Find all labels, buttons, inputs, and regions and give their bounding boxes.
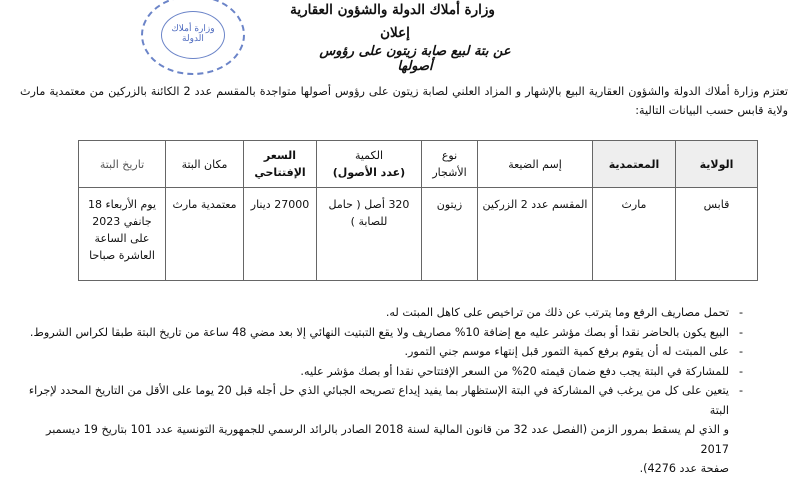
cell-tree-type: زيتون — [422, 188, 478, 281]
header-estate: إسم الضيعة — [478, 141, 593, 188]
notice-subject: عن بتة لبيع صابة زيتون على رؤوس أصولها — [319, 44, 511, 74]
cell-quantity: 320 أصل ( حامل للصابة ) — [317, 188, 422, 281]
stamp-center — [161, 11, 225, 59]
cell-date: يوم الأربعاء 18 جانفي 2023 على الساعة العاشرة صباحا — [79, 188, 166, 281]
condition-item-continued: صفحة عدد 4276). — [639, 462, 729, 475]
header-quantity — [317, 141, 422, 188]
header-quantity-label: الكمية — [354, 149, 384, 162]
conditions-list — [15, 303, 743, 479]
table-row — [79, 188, 758, 281]
official-stamp — [141, 0, 245, 75]
header-tree-type: نوع الأشجار — [422, 141, 478, 188]
condition-item: - على المبتت له أن يقوم برفع كمية التمور قبل إنتهاء موسم جني التمور. — [15, 342, 743, 362]
header-quantity-sub: (عدد الأصول) — [332, 166, 406, 179]
header-delegation: المعتمدية — [593, 141, 676, 188]
ministry-title: وزارة أملاك الدولة والشؤون العقارية — [290, 2, 495, 18]
header-location: مكان البتة — [166, 141, 244, 188]
notice-title: إعلان — [380, 25, 410, 41]
intro-paragraph: تعتزم وزارة أملاك الدولة والشؤون العقارية البيع بالإشهار و المزاد العلني لصابة زيتون على رؤوس أصولها متواجدة بالمقسم عدد 2 الكائنة بالزركين من معتمدية مارث ولاية قابس حسب البيانات التالية: — [20, 85, 788, 117]
condition-item: - للمشاركة في البتة يجب دفع ضمان قيمته 20% من السعر الإفتتاحي نقدا أو بصك مؤشر عليه. — [15, 362, 743, 382]
table-header-row — [79, 141, 758, 188]
header-price: السعر الإفتتاحي — [244, 141, 317, 188]
condition-item: - تحمل مصاريف الرفع وما يترتب عن ذلك من تراخيص على كاهل المبتت له. — [15, 303, 743, 323]
stamp-text: وزارة أملاك الدولة — [171, 24, 215, 44]
condition-item-continued: و الذي لم يسقط بمرور الزمن (الفصل عدد 32 من قانون المالية لسنة 2018 الصادر بالرائد الرسمي للجمهورية التونسية عدد 101 بتاريخ 19 ديسمبر 2017 — [46, 423, 729, 456]
cell-price: 27000 دينار — [244, 188, 317, 281]
auction-table — [78, 140, 758, 281]
condition-item: - يتعين على كل من يرغب في المشاركة في البتة الإستظهار بما يفيد إيداع تصريحه الجبائي الذي حل أجله قبل 20 يوما على الأقل من التاريخ المحدد لإجراء البتة — [15, 381, 743, 420]
cell-estate: المقسم عدد 2 الزركين — [478, 188, 593, 281]
cell-location: معتمدية مارث — [166, 188, 244, 281]
cell-wilaya: قابس — [676, 188, 758, 281]
header-date: تاريخ البتة — [79, 141, 166, 188]
cell-delegation: مارث — [593, 188, 676, 281]
condition-item: - البيع يكون بالحاضر نقدا أو بصك مؤشر عليه مع إضافة 10% مصاريف ولا يقع التبتيت النهائي إلا بعد مضي 48 ساعة من تاريخ البتة طبقا لكراس الشروط. — [15, 323, 743, 343]
header-wilaya: الولاية — [676, 141, 758, 188]
